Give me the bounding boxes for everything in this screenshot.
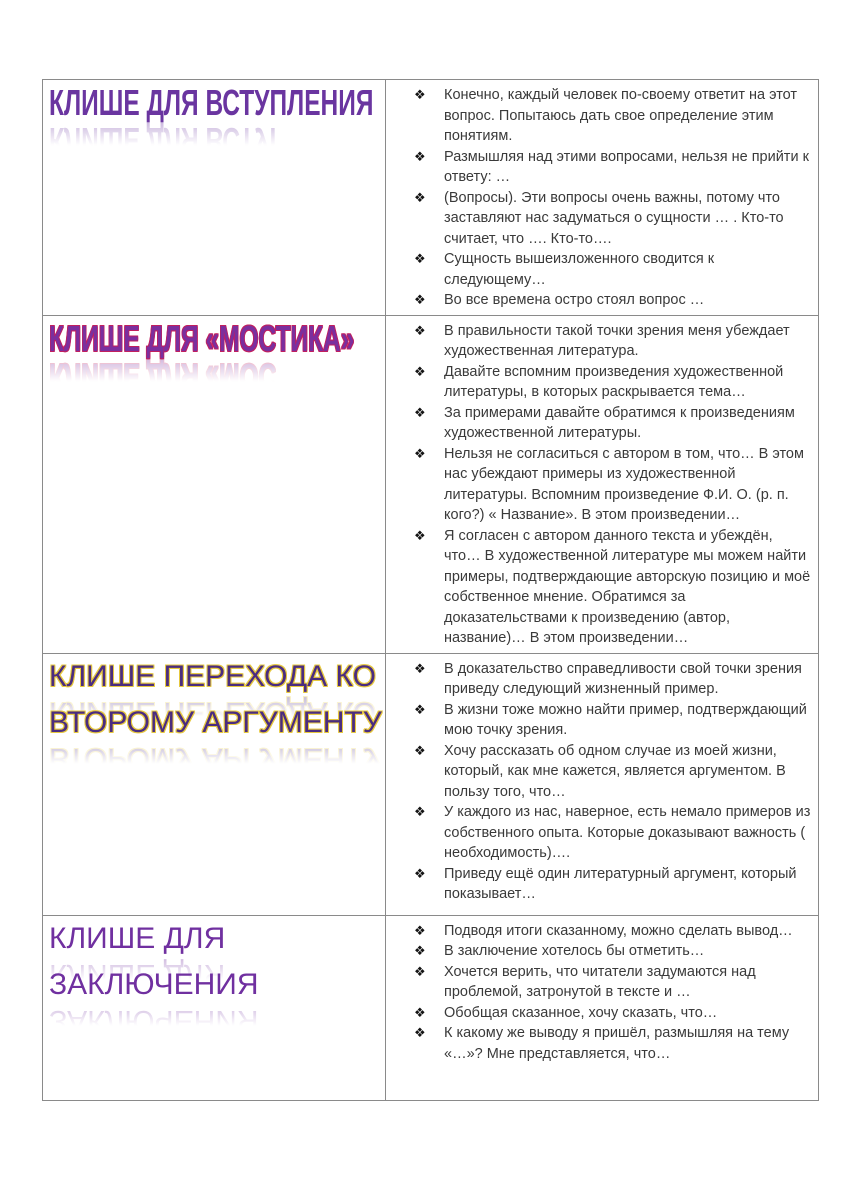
list-item bbox=[414, 921, 812, 942]
cliche-cell bbox=[386, 315, 819, 653]
list-item bbox=[414, 188, 812, 250]
cliche-cell bbox=[386, 653, 819, 915]
list-item bbox=[414, 85, 812, 147]
table-row bbox=[43, 915, 819, 1100]
section-heading-line: КЛИШЕ ДЛЯ bbox=[49, 921, 226, 955]
list-item bbox=[414, 403, 812, 444]
cliche-text: Сущность вышеизложенного сводится к следующему… bbox=[444, 251, 715, 288]
table-row bbox=[43, 80, 819, 316]
section-heading bbox=[49, 317, 383, 359]
diamond-bullet-icon: ❖ bbox=[414, 527, 426, 543]
diamond-bullet-icon: ❖ bbox=[414, 87, 426, 102]
diamond-bullet-icon: ❖ bbox=[414, 1004, 426, 1020]
cliche-text: (Вопросы). Эти вопросы очень важны, потому что заставляют нас задуматься о сущности … . Кто-то считает, что …. Кто-то…. bbox=[444, 189, 784, 247]
diamond-bullet-icon: ❖ bbox=[414, 363, 426, 379]
list-item bbox=[414, 1023, 812, 1064]
cliche-text: У каждого из нас, наверное, есть немало примеров из собственного опыта. Которые доказывают важность ( необходимость)…. bbox=[444, 804, 811, 861]
diamond-bullet-icon: ❖ bbox=[414, 742, 426, 758]
list-item bbox=[414, 700, 812, 741]
table-row bbox=[43, 315, 819, 653]
list-item bbox=[414, 962, 812, 1003]
diamond-bullet-icon: ❖ bbox=[414, 701, 426, 717]
cliche-text: Давайте вспомним произведения художественной литературы, в которых раскрывается тема… bbox=[444, 363, 784, 400]
list-item bbox=[414, 802, 812, 864]
cliche-text: Хочу рассказать об одном случае из моей жизни, который, как мне кажется, является аргументом. В пользу того, что… bbox=[444, 742, 786, 800]
list-item bbox=[414, 249, 812, 290]
diamond-bullet-icon: ❖ bbox=[414, 189, 426, 205]
diamond-bullet-icon: ❖ bbox=[414, 963, 426, 979]
heading-cell bbox=[43, 80, 386, 316]
cliche-text: Хочется верить, что читатели задумаются над проблемой, затронутой в тексте и … bbox=[444, 963, 756, 1000]
section-heading-line: ВТОРОМУ АРГУМЕНТУ bbox=[49, 705, 382, 739]
diamond-bullet-icon: ❖ bbox=[414, 445, 426, 461]
section-heading bbox=[49, 659, 383, 740]
cliche-text: Во все времена остро стоял вопрос … bbox=[444, 292, 705, 308]
list-item bbox=[414, 444, 812, 526]
cliche-list bbox=[414, 659, 812, 905]
diamond-bullet-icon: ❖ bbox=[414, 292, 426, 307]
cliche-text: Нельзя не согласиться с автором в том, что… В этом нас убеждают примеры из художественной литературы. Вспомним произведение Ф.И. О. (р. п. кого?) « Название». В этом произведении… bbox=[444, 445, 804, 523]
cliche-text: Я согласен с автором данного текста и убеждён, что… В художественной литературе мы можем найти примеры, подтверждающие авторскую позицию и моё собственное мнение. Обратимся за доказательствами к произведению (автор, название)… В этом произведении… bbox=[444, 527, 811, 646]
cliche-text: Приведу ещё один литературный аргумент, который показывает… bbox=[444, 865, 797, 902]
list-item bbox=[414, 741, 812, 803]
diamond-bullet-icon: ❖ bbox=[414, 404, 426, 420]
diamond-bullet-icon: ❖ bbox=[414, 148, 426, 164]
list-item bbox=[414, 864, 812, 905]
list-item bbox=[414, 526, 812, 649]
heading-cell bbox=[43, 915, 386, 1100]
diamond-bullet-icon: ❖ bbox=[414, 251, 426, 266]
list-item bbox=[414, 1003, 812, 1024]
cliche-cell bbox=[386, 80, 819, 316]
section-heading-line: КЛИШЕ ДЛЯ ВСТУПЛЕНИЯ bbox=[49, 82, 374, 123]
cliche-list bbox=[414, 85, 812, 311]
diamond-bullet-icon: ❖ bbox=[414, 660, 426, 676]
diamond-bullet-icon: ❖ bbox=[414, 322, 426, 338]
list-item bbox=[414, 290, 812, 311]
cliche-text: В заключение хотелось бы отметить… bbox=[444, 943, 705, 959]
cliche-text: Обобщая сказанное, хочу сказать, что… bbox=[444, 1004, 718, 1021]
cliche-text: Размышляя над этими вопросами, нельзя не прийти к ответу: … bbox=[444, 148, 809, 185]
cliche-text: За примерами давайте обратимся к произведениям художественной литературы. bbox=[444, 404, 795, 441]
cliche-cell bbox=[386, 915, 819, 1100]
cliche-list bbox=[414, 321, 812, 649]
cliche-list bbox=[414, 921, 812, 1065]
section-heading bbox=[49, 921, 383, 1002]
list-item bbox=[414, 659, 812, 700]
list-item bbox=[414, 321, 812, 362]
cliche-table bbox=[42, 79, 819, 1101]
diamond-bullet-icon: ❖ bbox=[414, 804, 426, 819]
heading-cell bbox=[43, 315, 386, 653]
section-heading-line: КЛИШЕ ДЛЯ «МОСТИКА» bbox=[49, 317, 355, 359]
section-heading bbox=[49, 82, 383, 123]
list-item bbox=[414, 941, 812, 962]
list-item bbox=[414, 362, 812, 403]
cliche-text: Конечно, каждый человек по-своему ответит на этот вопрос. Попытаюсь дать свое определение этим понятиям. bbox=[444, 87, 798, 144]
heading-cell bbox=[43, 653, 386, 915]
diamond-bullet-icon: ❖ bbox=[414, 922, 426, 938]
diamond-bullet-icon: ❖ bbox=[414, 865, 426, 881]
diamond-bullet-icon: ❖ bbox=[414, 1025, 426, 1040]
cliche-text: К какому же выводу я пришёл, размышляя на тему «…»? Мне представляется, что… bbox=[444, 1025, 790, 1062]
cliche-text: В правильности такой точки зрения меня убеждает художественная литература. bbox=[444, 322, 790, 359]
section-heading-line: КЛИШЕ ПЕРЕХОДА КО bbox=[49, 659, 376, 693]
cliche-text: В доказательство справедливости свой точки зрения приведу следующий жизненный пример. bbox=[444, 660, 802, 697]
table-row bbox=[43, 653, 819, 915]
diamond-bullet-icon: ❖ bbox=[414, 943, 426, 958]
section-heading-line: ЗАКЛЮЧЕНИЯ bbox=[49, 967, 259, 1001]
cliche-text: Подводя итоги сказанному, можно сделать вывод… bbox=[444, 922, 793, 939]
list-item bbox=[414, 147, 812, 188]
cliche-text: В жизни тоже можно найти пример, подтверждающий мою точку зрения. bbox=[444, 701, 807, 738]
